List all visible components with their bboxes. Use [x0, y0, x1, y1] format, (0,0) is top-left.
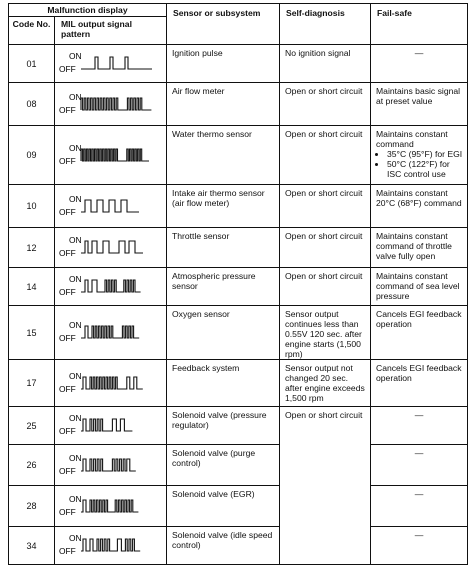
diagnosis-cell: Sensor output continues less than 0.55V 120 sec. after engine starts (1,500 rpm) [280, 306, 371, 360]
signal-waveform [81, 98, 151, 110]
failsafe-cell: Cancels EGI feedback operation [371, 360, 468, 407]
code-cell: 28 [9, 486, 55, 527]
on-label: ON [69, 371, 82, 381]
signal-waveform [81, 200, 139, 212]
signal-pattern-svg [55, 306, 165, 358]
off-label: OFF [59, 384, 76, 394]
on-label: ON [69, 494, 82, 504]
signal-pattern [55, 445, 167, 486]
failsafe-text: Maintains constant command [376, 129, 448, 149]
code-cell: 17 [9, 360, 55, 407]
diagnosis-cell: Open or short circuit [280, 126, 371, 185]
self-diagnosis-header: Self-diagnosis [280, 4, 371, 45]
sensor-cell: Solenoid valve (pressure regulator) [167, 407, 280, 445]
failsafe-cell [371, 126, 468, 185]
table-row [9, 185, 468, 228]
on-label: ON [69, 274, 82, 284]
off-label: OFF [59, 507, 76, 517]
signal-pattern-svg [55, 45, 165, 81]
signal-waveform [81, 539, 140, 551]
on-label: ON [69, 235, 82, 245]
signal-pattern-svg [55, 185, 165, 226]
sensor-header: Sensor or subsystem [167, 4, 280, 45]
off-label: OFF [59, 64, 76, 74]
table-row [9, 407, 468, 445]
on-label: ON [69, 194, 82, 204]
off-label: OFF [59, 207, 76, 217]
sensor-cell: Solenoid valve (purge control) [167, 445, 280, 486]
signal-pattern-svg [55, 83, 165, 124]
sensor-cell: Oxygen sensor [167, 306, 280, 360]
signal-pattern-svg [55, 527, 165, 563]
on-label: ON [69, 51, 82, 61]
signal-pattern-svg [55, 407, 165, 443]
diagnostic-table-container [8, 3, 467, 565]
sensor-cell: Throttle sensor [167, 228, 280, 268]
signal-pattern-svg [55, 360, 165, 405]
off-label: OFF [59, 156, 76, 166]
code-cell: 09 [9, 126, 55, 185]
off-label: OFF [59, 466, 76, 476]
malfunction-code-table [8, 3, 468, 565]
table-row [9, 360, 468, 407]
signal-waveform [81, 280, 141, 292]
signal-waveform [81, 500, 138, 512]
signal-pattern [55, 407, 167, 445]
signal-pattern [55, 45, 167, 83]
sensor-cell: Solenoid valve (EGR) [167, 486, 280, 527]
table-row [9, 306, 468, 360]
signal-pattern-svg [55, 228, 165, 266]
fail-safe-header: Fail-safe [371, 4, 468, 45]
list-item: • 35°C (95°F) for EGI [387, 149, 463, 159]
code-cell: 01 [9, 45, 55, 83]
failsafe-cell: Maintains constant command of throttle valve fully open [371, 228, 468, 268]
failsafe-cell: — [371, 445, 468, 486]
code-cell: 10 [9, 185, 55, 228]
off-label: OFF [59, 426, 76, 436]
failsafe-cell: — [371, 486, 468, 527]
table-row [9, 445, 468, 486]
list-item: • 50°C (122°F) for ISC control use [387, 159, 463, 179]
sensor-cell: Feedback system [167, 360, 280, 407]
failsafe-cell: — [371, 45, 468, 83]
sensor-cell: Atmospheric pressure sensor [167, 268, 280, 306]
on-label: ON [69, 92, 82, 102]
failsafe-cell: Maintains basic signal at preset value [371, 83, 468, 126]
sensor-cell: Air flow meter [167, 83, 280, 126]
off-label: OFF [59, 105, 76, 115]
failsafe-cell: — [371, 407, 468, 445]
code-cell: 14 [9, 268, 55, 306]
off-label: OFF [59, 287, 76, 297]
table-row [9, 228, 468, 268]
on-label: ON [69, 413, 82, 423]
failsafe-list [376, 149, 463, 179]
table-row [9, 268, 468, 306]
signal-pattern [55, 185, 167, 228]
diagnosis-cell: Sensor output not changed 20 sec. after engine exceeds 1,500 rpm [280, 360, 371, 407]
signal-waveform [81, 377, 143, 389]
off-label: OFF [59, 546, 76, 556]
table-row [9, 45, 468, 83]
code-cell: 34 [9, 527, 55, 565]
signal-waveform [81, 419, 132, 431]
signal-pattern-svg [55, 445, 165, 484]
sensor-cell: Ignition pulse [167, 45, 280, 83]
sensor-cell: Solenoid valve (idle speed control) [167, 527, 280, 565]
signal-pattern [55, 486, 167, 527]
on-label: ON [69, 453, 82, 463]
code-cell: 25 [9, 407, 55, 445]
failsafe-cell: — [371, 527, 468, 565]
code-cell: 12 [9, 228, 55, 268]
failsafe-cell: Cancels EGI feedback operation [371, 306, 468, 360]
diagnosis-cell: Open or short circuit [280, 83, 371, 126]
diagnosis-cell: Open or short circuit [280, 268, 371, 306]
table-row [9, 486, 468, 527]
failsafe-cell: Maintains constant 20°C (68°F) command [371, 185, 468, 228]
signal-pattern-svg [55, 268, 165, 304]
sensor-cell: Water thermo sensor [167, 126, 280, 185]
signal-waveform [81, 459, 136, 471]
diagnosis-cell: Open or short circuit [280, 228, 371, 268]
signal-pattern [55, 360, 167, 407]
code-cell: 15 [9, 306, 55, 360]
signal-waveform [81, 241, 143, 253]
signal-pattern [55, 228, 167, 268]
off-label: OFF [59, 248, 76, 258]
signal-pattern-svg [55, 486, 165, 525]
on-label: ON [69, 320, 82, 330]
signal-pattern-svg [55, 126, 165, 183]
signal-waveform [81, 149, 149, 161]
sensor-cell: Intake air thermo sensor (air flow meter) [167, 185, 280, 228]
code-cell: 08 [9, 83, 55, 126]
code-no-header: Code No. [9, 17, 55, 45]
code-cell: 26 [9, 445, 55, 486]
table-row [9, 126, 468, 185]
table-row [9, 83, 468, 126]
signal-pattern [55, 268, 167, 306]
signal-pattern [55, 306, 167, 360]
diagnosis-cell: No ignition signal [280, 45, 371, 83]
on-label: ON [69, 143, 82, 153]
off-label: OFF [59, 333, 76, 343]
signal-waveform [81, 57, 152, 69]
mil-pattern-header: MIL output signal pattern [55, 17, 167, 45]
signal-pattern [55, 83, 167, 126]
signal-waveform [81, 326, 139, 338]
on-label: ON [69, 533, 82, 543]
diagnosis-cell: Open or short circuit [280, 185, 371, 228]
diagnosis-cell: Open or short circuit [280, 407, 371, 565]
signal-pattern [55, 126, 167, 185]
failsafe-cell: Maintains constant command of sea level pressure [371, 268, 468, 306]
malfunction-display-header: Malfunction display [9, 4, 167, 17]
